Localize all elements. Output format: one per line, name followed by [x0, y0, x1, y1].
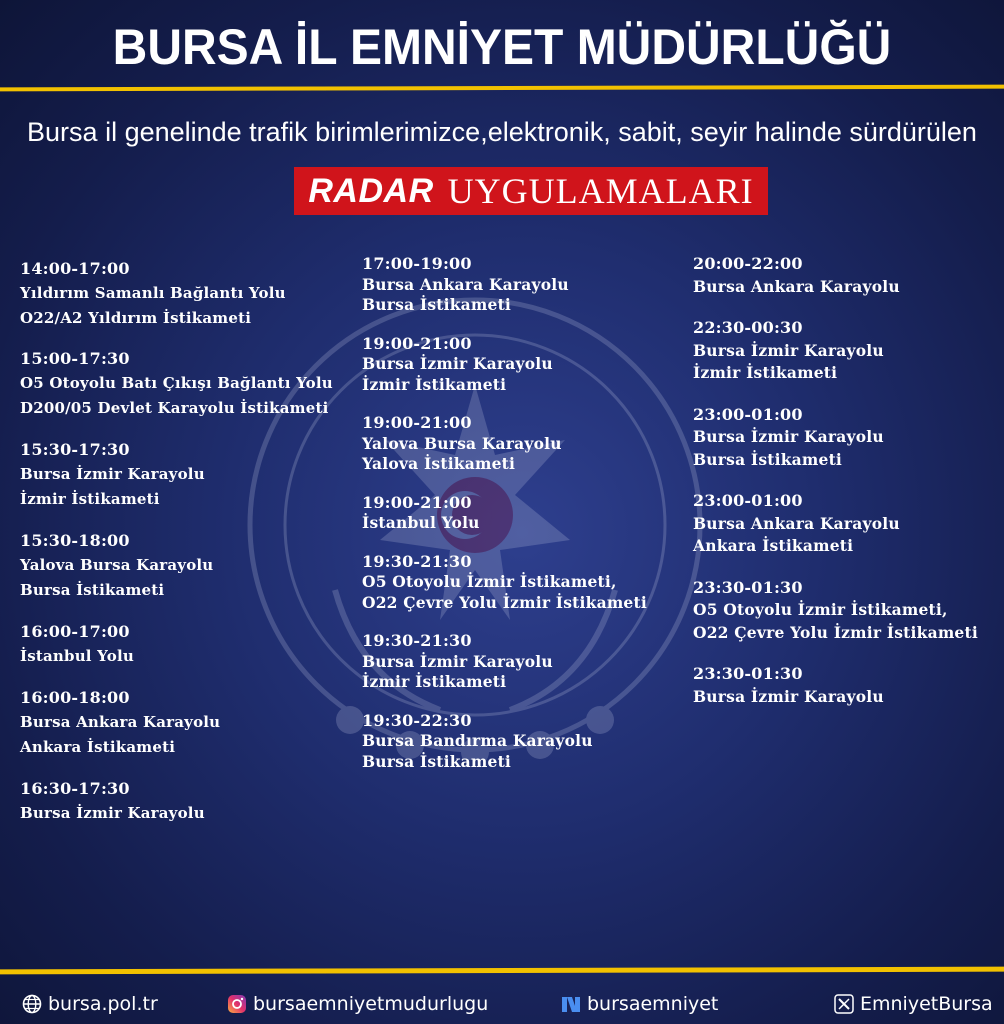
banner-rest-word: UYGULAMALARI — [447, 171, 754, 211]
entry-time: 19:00-21:00 — [362, 413, 472, 432]
entry-time: 16:00-17:00 — [20, 622, 130, 641]
entry-time: 22:30-00:30 — [693, 318, 803, 337]
entry-location: İzmir İstikameti — [693, 363, 838, 382]
entry-location: D200/05 Devlet Karayolu İstikameti — [20, 399, 329, 417]
schedule-entry — [362, 631, 682, 693]
entry-time: 15:00-17:30 — [20, 349, 130, 368]
footer-nsosyal[interactable] — [561, 988, 718, 1020]
entry-location: O5 Otoyolu İzmir İstikameti, — [693, 600, 948, 619]
schedule-column-2 — [362, 254, 682, 772]
entry-time: 19:30-22:30 — [362, 710, 472, 730]
schedule-entry — [362, 711, 682, 773]
entry-location: Bursa İstikameti — [20, 581, 165, 599]
schedule-entry — [362, 552, 682, 614]
footer-nsosyal-text: bursaemniyet — [587, 993, 719, 1015]
schedule-entry — [20, 256, 350, 331]
schedule-column-3 — [693, 253, 1003, 708]
entry-location: Bursa İstikameti — [362, 295, 512, 314]
nsosyal-icon — [561, 994, 581, 1014]
entry-location: Ankara İstikameti — [693, 536, 854, 555]
schedule-entry — [20, 685, 350, 760]
entry-location: İstanbul Yolu — [362, 513, 480, 532]
entry-location: Bursa İzmir Karayolu — [693, 340, 884, 360]
schedule-entry — [362, 334, 682, 396]
entry-location: Bursa İzmir Karayolu — [362, 354, 553, 373]
entry-time: 19:30-21:30 — [362, 631, 472, 650]
entry-time: 23:00-01:00 — [693, 491, 803, 510]
entry-location: Bursa İstikameti — [693, 449, 843, 469]
entry-location: Yalova İstikameti — [362, 454, 516, 473]
footer-x[interactable] — [834, 988, 993, 1020]
entry-location: İzmir İstikameti — [362, 374, 507, 394]
entry-time: 19:00-21:00 — [362, 333, 472, 353]
schedule-entry — [693, 490, 1003, 558]
schedule-entry — [693, 253, 1003, 298]
radar-banner — [294, 167, 768, 215]
entry-location: Yalova Bursa Karayolu — [20, 556, 214, 574]
entry-time: 23:30-01:30 — [693, 664, 803, 683]
page-title: BURSA İL EMNİYET MÜDÜRLÜĞÜ — [112, 19, 892, 76]
entry-location: Bursa Ankara Karayolu — [20, 713, 221, 731]
entry-location: Ankara İstikameti — [20, 738, 176, 756]
entry-location: Bursa İzmir Karayolu — [693, 686, 884, 706]
entry-location: O22 Çevre Yolu İzmir İstikameti — [693, 622, 978, 642]
entry-location: Bursa Ankara Karayolu — [362, 274, 569, 294]
schedule-entry — [362, 493, 682, 534]
entry-location: Bursa İzmir Karayolu — [20, 465, 205, 483]
schedule-entry — [20, 776, 350, 826]
gold-divider-top — [0, 85, 1004, 92]
entry-location: Bursa Bandırma Karayolu — [362, 731, 593, 750]
entry-location: Bursa İzmir Karayolu — [20, 804, 205, 822]
entry-time: 19:30-21:30 — [362, 551, 472, 571]
entry-location: Yalova Bursa Karayolu — [362, 433, 562, 453]
entry-location: Bursa İzmir Karayolu — [693, 427, 884, 446]
entry-location: Bursa İstikameti — [362, 751, 512, 771]
footer-instagram-text: bursaemniyetmudurlugu — [253, 993, 489, 1015]
footer-instagram[interactable] — [227, 988, 488, 1020]
entry-time: 23:00-01:00 — [693, 404, 803, 424]
entry-location: Bursa Ankara Karayolu — [693, 276, 900, 296]
schedule-entry — [20, 346, 350, 421]
schedule-entry — [20, 619, 350, 669]
schedule-entry — [693, 317, 1003, 385]
entry-location: İzmir İstikameti — [20, 490, 160, 508]
footer-website-text: bursa.pol.tr — [48, 993, 158, 1015]
entry-time: 20:00-22:00 — [693, 254, 803, 273]
entry-time: 16:30-17:30 — [20, 779, 130, 798]
entry-time: 15:30-17:30 — [20, 440, 130, 459]
entry-location: O5 Otoyolu Batı Çıkışı Bağlantı Yolu — [20, 374, 333, 392]
entry-time: 23:30-01:30 — [693, 577, 803, 597]
gold-divider-bottom — [0, 967, 1004, 975]
footer-website[interactable] — [22, 988, 158, 1020]
globe-icon — [22, 994, 42, 1014]
entry-location: Yıldırım Samanlı Bağlantı Yolu — [20, 284, 286, 302]
subtitle: Bursa il genelinde trafik birimlerimizce,elektronik, sabit, seyir halinde sürdürülen — [27, 117, 977, 147]
schedule-entry — [20, 528, 350, 603]
entry-location: Bursa Ankara Karayolu — [693, 513, 900, 533]
entry-location: İzmir İstikameti — [362, 672, 507, 691]
instagram-icon — [227, 994, 247, 1014]
entry-time: 14:00-17:00 — [20, 259, 130, 278]
schedule-entry — [693, 577, 1003, 645]
entry-location: O22/A2 Yıldırım İstikameti — [20, 309, 252, 327]
entry-time: 15:30-18:00 — [20, 531, 130, 550]
entry-time: 17:00-19:00 — [362, 254, 472, 273]
schedule-entry — [362, 254, 682, 316]
entry-time: 19:00-21:00 — [362, 492, 472, 512]
entry-location: İstanbul Yolu — [20, 647, 134, 665]
x-icon — [834, 994, 854, 1014]
entry-location: O5 Otoyolu İzmir İstikameti, — [362, 572, 617, 591]
footer — [0, 988, 1004, 1020]
entry-location: Bursa İzmir Karayolu — [362, 651, 553, 671]
schedule-column-1 — [20, 256, 350, 826]
schedule-entry — [693, 663, 1003, 708]
schedule-entry — [693, 404, 1003, 472]
footer-x-text: EmniyetBursa — [860, 993, 993, 1015]
entry-time: 16:00-18:00 — [20, 688, 130, 707]
banner-bold-word: RADAR — [308, 171, 434, 210]
entry-location: O22 Çevre Yolu İzmir İstikameti — [362, 592, 647, 612]
schedule-entry — [20, 437, 350, 512]
schedule-entry — [362, 413, 682, 475]
